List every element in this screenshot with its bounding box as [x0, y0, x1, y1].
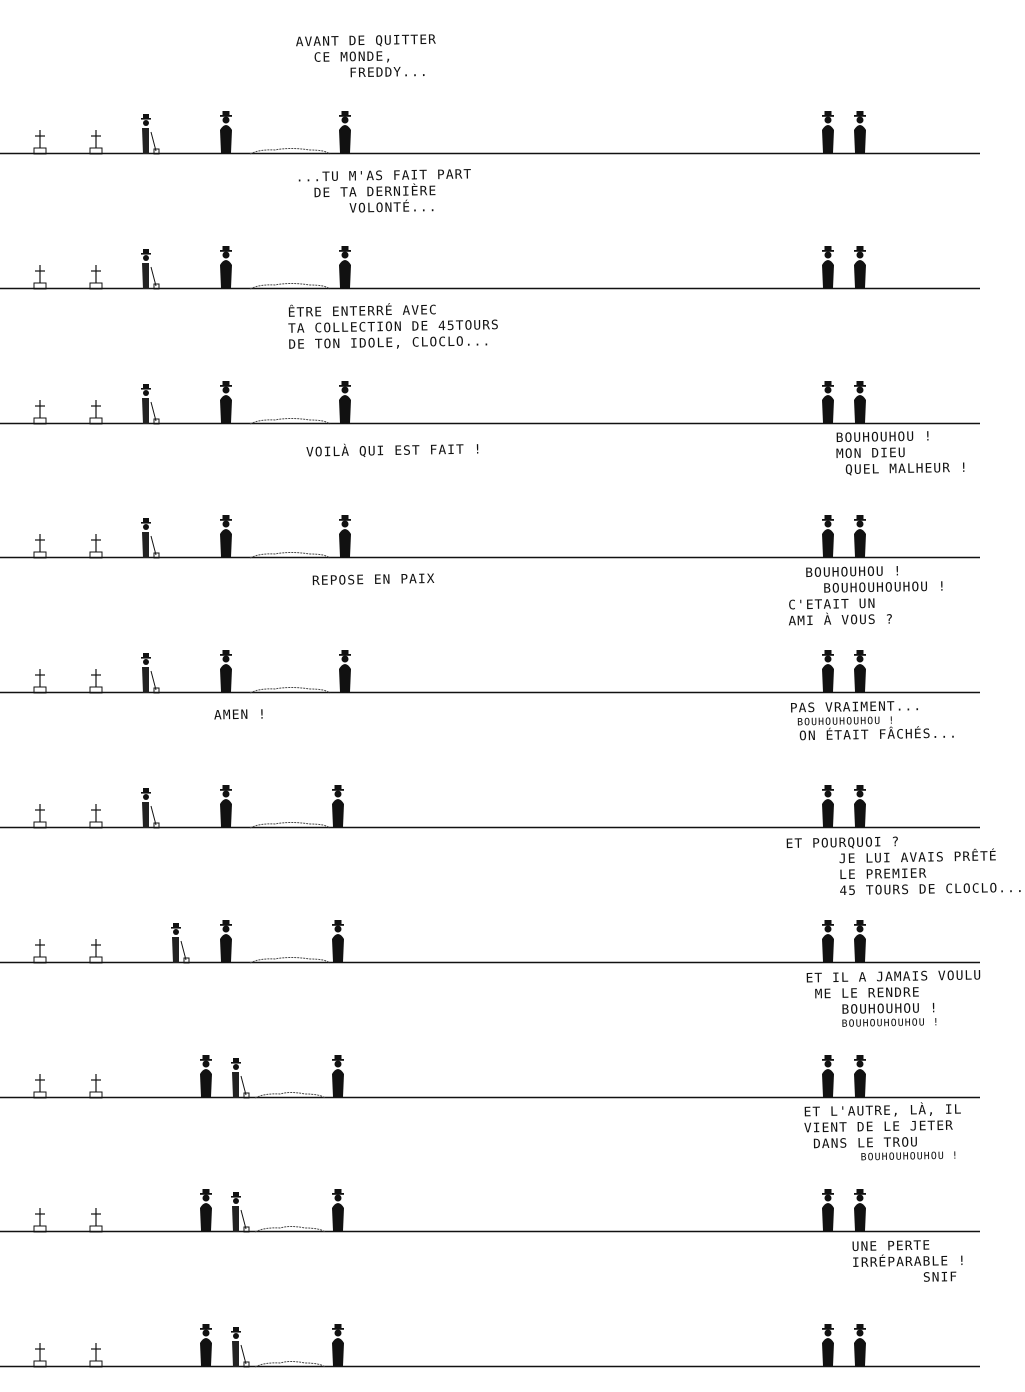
- comic-panel: [0, 424, 980, 558]
- onlooker-figure: [854, 111, 866, 154]
- grave-cross-icon: [34, 400, 46, 424]
- grave-cross-icon: [90, 1074, 102, 1098]
- onlooker-figure: [854, 650, 866, 693]
- speech-line: AVANT DE QUITTER: [295, 32, 438, 51]
- speech-line: LE PREMIER: [786, 866, 928, 884]
- grave-cross-icon: [34, 265, 46, 289]
- speech-line: 45 TOURS DE CLOCLO...: [786, 880, 1025, 900]
- speech-line: PAS VRAIMENT...: [789, 699, 923, 717]
- speech-line: BOUHOUHOU !: [787, 564, 903, 582]
- speech-line: C'ETAIT UN: [788, 597, 877, 614]
- speech-text-left: [296, 33, 438, 83]
- priest-figure: [332, 1324, 344, 1367]
- speech-text-right: [787, 564, 947, 631]
- mourner-figure: [339, 381, 351, 424]
- panel-scene: [0, 1233, 980, 1367]
- speech-line: DE TA DERNIÈRE: [295, 183, 438, 202]
- grave-cross-icon: [34, 804, 46, 828]
- onlooker-figure: [822, 920, 834, 963]
- priest-figure: [220, 650, 232, 693]
- priest-figure: [220, 515, 232, 558]
- comic-panel: [0, 559, 980, 693]
- comic-panel: [0, 829, 1025, 963]
- priest-figure: [332, 1189, 344, 1232]
- comic-panel: [0, 290, 980, 424]
- priest-figure: [332, 1055, 344, 1098]
- comic-panel: [0, 694, 980, 828]
- onlooker-figure: [854, 1324, 866, 1367]
- speech-line: DANS LE TROU: [804, 1135, 920, 1153]
- speech-line: TA COLLECTION DE 45TOURS: [287, 317, 500, 337]
- comic-panel: [0, 1098, 980, 1232]
- grave-cross-icon: [34, 939, 46, 963]
- speech-text-left: [312, 572, 436, 590]
- grave-cross-icon: [34, 1208, 46, 1232]
- onlooker-figure: [822, 515, 834, 558]
- mourner-figure: [200, 1189, 212, 1232]
- mourner-figure: [200, 1055, 212, 1098]
- mourner-figure: [200, 1324, 212, 1367]
- speech-line: BOUHOUHOUHOU !: [787, 579, 947, 598]
- onlooker-figure: [854, 920, 866, 963]
- grave-cross-icon: [90, 1208, 102, 1232]
- onlooker-figure: [822, 111, 834, 154]
- speech-line: SNIF: [852, 1270, 959, 1288]
- speech-line: ME LE RENDRE: [805, 985, 921, 1003]
- grave-cross-icon: [34, 534, 46, 558]
- grave-cross-icon: [90, 265, 102, 289]
- onlooker-figure: [822, 1189, 834, 1232]
- speech-text-right: [803, 1103, 963, 1166]
- grave-cross-icon: [34, 669, 46, 693]
- gravedigger-figure: [171, 923, 189, 963]
- speech-line: ET POURQUOI ?: [785, 834, 901, 852]
- gravedigger-figure: [141, 114, 159, 154]
- speech-line: REPOSE EN PAIX: [311, 572, 436, 590]
- comic-panel: [0, 20, 980, 154]
- comic-panel: [0, 964, 983, 1098]
- grave-cross-icon: [34, 1074, 46, 1098]
- speech-text-right: [852, 1238, 968, 1288]
- speech-line: QUEL MALHEUR !: [836, 461, 969, 479]
- speech-line: BOUHOUHOUHOU !: [789, 715, 896, 729]
- speech-line: FREDDY...: [296, 64, 429, 83]
- grave-cross-icon: [90, 804, 102, 828]
- speech-line: VOLONTÉ...: [296, 199, 438, 218]
- speech-text-right: [790, 699, 958, 746]
- grave-cross-icon: [90, 400, 102, 424]
- onlooker-figure: [822, 246, 834, 289]
- speech-text-right: [785, 833, 1024, 901]
- priest-figure: [220, 381, 232, 424]
- grave-cross-icon: [90, 130, 102, 154]
- mourner-figure: [332, 920, 344, 963]
- speech-line: ET IL A JAMAIS VOULU: [805, 968, 983, 987]
- mourner-figure: [339, 515, 351, 558]
- priest-figure: [220, 111, 232, 154]
- speech-line: MON DIEU: [835, 446, 907, 463]
- speech-line: ON ÉTAIT FÂCHÉS...: [790, 726, 959, 745]
- comic-panel: [0, 155, 980, 289]
- grave-cross-icon: [90, 939, 102, 963]
- comic-panel: [0, 1233, 980, 1367]
- mourner-figure: [332, 785, 344, 828]
- gravedigger-figure: [141, 384, 159, 424]
- grave-cross-icon: [34, 130, 46, 154]
- gravedigger-figure: [141, 653, 159, 693]
- gravedigger-figure: [141, 249, 159, 289]
- speech-line: CE MONDE,: [295, 49, 394, 67]
- onlooker-figure: [822, 1324, 834, 1367]
- speech-line: IRRÉPARABLE !: [851, 1254, 967, 1272]
- speech-text-right: [836, 429, 969, 479]
- onlooker-figure: [822, 381, 834, 424]
- gravedigger-figure: [141, 788, 159, 828]
- mourner-figure: [339, 246, 351, 289]
- speech-line: JE LUI AVAIS PRÊTÉ: [785, 849, 998, 868]
- speech-text-left: [296, 167, 473, 218]
- speech-line: ÊTRE ENTERRÉ AVEC: [287, 302, 438, 321]
- speech-line: UNE PERTE: [851, 1238, 932, 1256]
- speech-line: VOILÀ QUI EST FAIT !: [305, 442, 483, 461]
- onlooker-figure: [854, 246, 866, 289]
- speech-text-left: [288, 302, 501, 354]
- onlooker-figure: [854, 1189, 866, 1232]
- gravedigger-figure: [231, 1327, 249, 1367]
- onlooker-figure: [854, 785, 866, 828]
- priest-figure: [220, 246, 232, 289]
- speech-line: ET L'AUTRE, LÀ, IL: [803, 1103, 963, 1121]
- speech-line: BOUHOUHOUHOU !: [806, 1016, 940, 1031]
- onlooker-figure: [854, 381, 866, 424]
- grave-cross-icon: [90, 1343, 102, 1367]
- speech-line: VIENT DE LE JETER: [803, 1119, 955, 1137]
- speech-line: BOUHOUHOUHOU !: [804, 1151, 959, 1165]
- grave-cross-icon: [34, 1343, 46, 1367]
- onlooker-figure: [822, 650, 834, 693]
- mourner-figure: [339, 111, 351, 154]
- gravedigger-figure: [231, 1058, 249, 1098]
- onlooker-figure: [822, 1055, 834, 1098]
- speech-line: BOUHOUHOU !: [806, 1000, 939, 1019]
- priest-figure: [220, 785, 232, 828]
- panel-scene: [0, 424, 980, 558]
- grave-cross-icon: [90, 534, 102, 558]
- speech-line: ...TU M'AS FAIT PART: [295, 167, 473, 186]
- priest-figure: [220, 920, 232, 963]
- speech-line: BOUHOUHOU !: [835, 429, 933, 447]
- grave-cross-icon: [90, 669, 102, 693]
- speech-line: DE TON IDOLE, CLOCLO...: [288, 333, 492, 353]
- gravedigger-figure: [141, 518, 159, 558]
- speech-text-right: [805, 968, 983, 1031]
- gravedigger-figure: [231, 1192, 249, 1232]
- onlooker-figure: [854, 515, 866, 558]
- speech-line: AMI À VOUS ?: [788, 612, 895, 630]
- onlooker-figure: [822, 785, 834, 828]
- speech-line: AMEN !: [213, 707, 268, 724]
- panel-scene: [0, 155, 980, 289]
- panel-scene: [0, 20, 980, 154]
- onlooker-figure: [854, 1055, 866, 1098]
- mourner-figure: [339, 650, 351, 693]
- speech-text-left: [214, 708, 267, 725]
